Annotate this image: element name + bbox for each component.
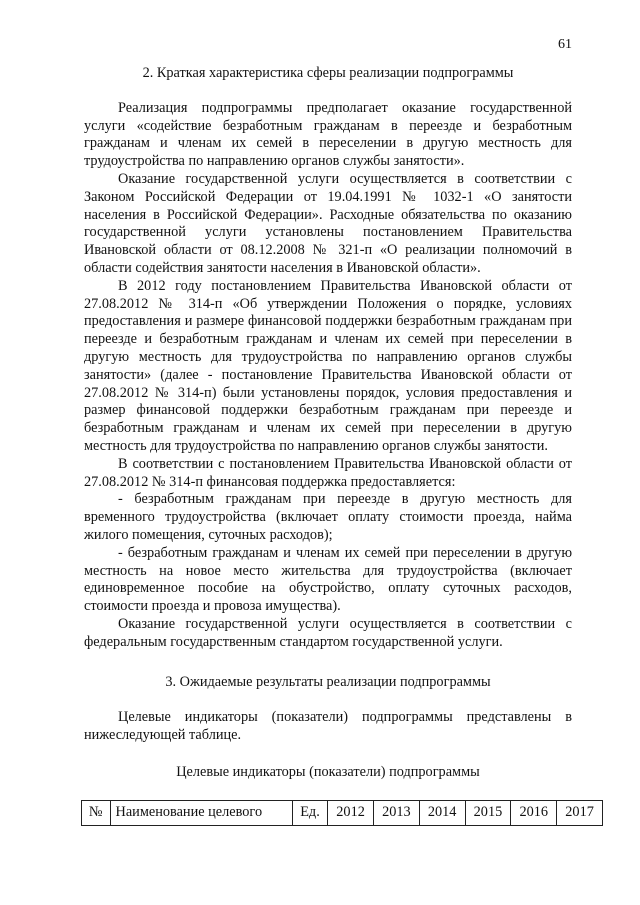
paragraph: В 2012 году постановлением Правительства Ивановской области от 27.08.2012 № 314-п «Об утверждении Положения о порядке, условиях предоставления и размере финансовой поддержки безработным гражданам при переезде и безработным гражданам и членам их семей при переселении в другую местность для трудоустройства по направлению органов службы занятости» (далее - постановление Правительства Ивановской области от 27.08.2012 № 314-п) были установлены порядок, условия предоставления и размер финансовой поддержки безработным гражданам при переезде и безработным гражданам и членам их семей при переселении в другую местность для трудоустройства по направлению органов службы занятости. bbox=[84, 277, 572, 454]
header-cell-year: 2017 bbox=[557, 800, 603, 825]
table-caption: Целевые индикаторы (показатели) подпрограммы bbox=[176, 763, 480, 780]
section-3-heading: 3. Ожидаемые результаты реализации подпрограммы bbox=[165, 673, 491, 690]
header-cell-year: 2014 bbox=[419, 800, 465, 825]
list-item: - безработным гражданам при переезде в другую местность для временного трудоустройства (включает оплату стоимости проезда, найма жилого помещения, суточных расходов); bbox=[84, 491, 572, 543]
paragraph: Оказание государственной услуги осуществляется в соответствии с федеральным государственным стандартом государственной услуги. bbox=[84, 615, 572, 650]
table-header-row bbox=[82, 800, 603, 825]
section-2-heading: 2. Краткая характеристика сферы реализации подпрограммы bbox=[142, 65, 514, 81]
list-item: - безработным гражданам и членам их семей при переселении в другую местность на новое место жительства для трудоустройства (включает единовременное пособие на обустройство, оплату суточных расходов, стоимости проезда и провоза имущества). bbox=[84, 544, 572, 615]
header-cell-year: 2012 bbox=[328, 800, 374, 825]
indicators-table bbox=[81, 800, 603, 826]
header-cell-year: 2016 bbox=[511, 800, 557, 825]
paragraph: В соответствии с постановлением Правительства Ивановской области от 27.08.2012 № 314-п финансовая поддержка предоставляется: bbox=[84, 455, 572, 490]
paragraph: Целевые индикаторы (показатели) подпрограммы представлены в нижеследующей таблице. bbox=[84, 709, 572, 744]
header-cell-year: 2015 bbox=[465, 800, 511, 825]
section-2-body bbox=[84, 100, 572, 652]
paragraph: Реализация подпрограммы предполагает оказание государственной услуги «содействие безработным гражданам в переезде и безработным гражданам и членам их семей в переселении в другую местность для трудоустройства по направлению органов службы занятости». bbox=[84, 99, 572, 170]
page-content bbox=[84, 65, 594, 826]
page-number: 61 bbox=[558, 37, 572, 52]
paragraph: Оказание государственной услуги осуществляется в соответствии с Законом Российской Федерации от 19.04.1991 № 1032-1 «О занятости населения в Российской Федерации». Расходные обязательства по оказанию государственной услуги установлены постановлением Правительства Ивановской области от 08.12.2008 № 321-п «О реализации полномочий в области содействия занятости населения в Ивановской области». bbox=[84, 170, 572, 276]
header-cell-number: № bbox=[82, 800, 111, 825]
header-cell-name: Наименование целевого bbox=[110, 800, 292, 825]
header-cell-unit: Ед. bbox=[292, 800, 327, 825]
header-cell-year: 2013 bbox=[373, 800, 419, 825]
section-3-body bbox=[84, 709, 572, 745]
